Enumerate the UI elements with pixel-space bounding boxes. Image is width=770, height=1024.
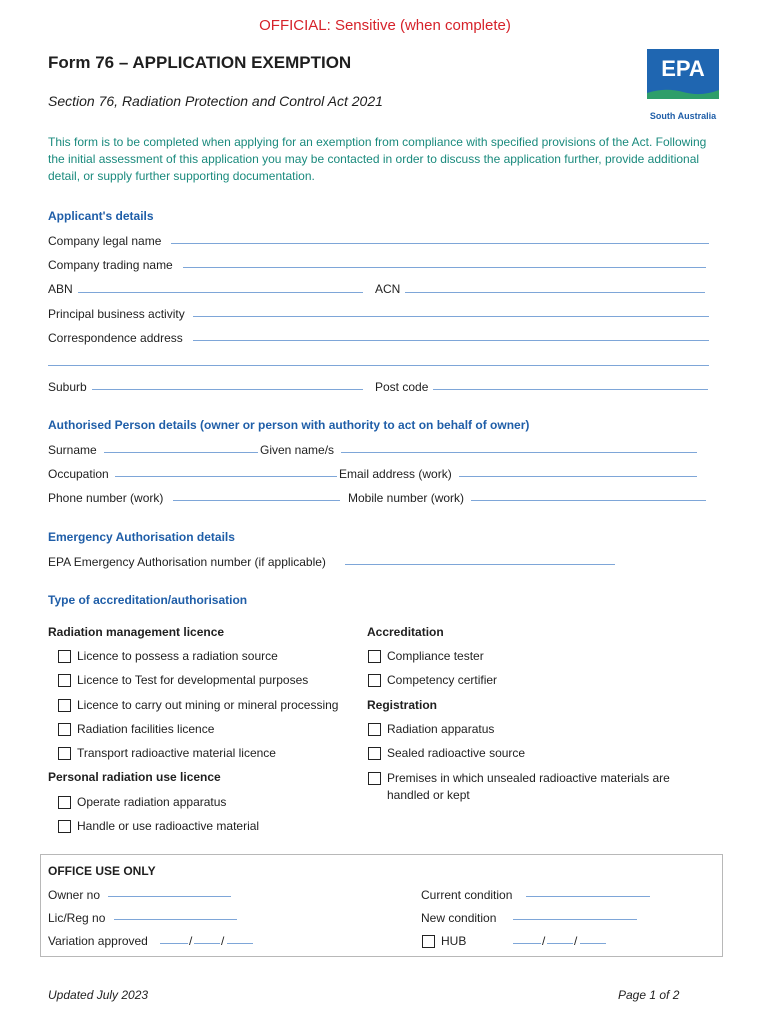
authorised-heading: Authorised Person details (owner or person with authority to act on behalf of owner) [48,418,530,432]
emergency-number-field[interactable] [345,564,615,565]
abn-label: ABN [48,282,73,296]
checkbox-competency-certifier[interactable] [368,673,497,687]
logo-subtext: South Australia [649,111,717,121]
checkbox-box[interactable] [58,747,71,760]
checkbox-box[interactable] [58,796,71,809]
occupation-label: Occupation [48,467,109,481]
checkbox-label: Licence to possess a radiation source [77,649,278,663]
principal-activity-field[interactable] [193,316,709,317]
surname-field[interactable] [104,452,258,453]
hub-month-field[interactable] [547,943,573,944]
checkbox-box[interactable] [58,650,71,663]
company-trading-name-label: Company trading name [48,258,173,272]
surname-label: Surname [48,443,97,457]
correspondence-address-label: Correspondence address [48,331,183,345]
checkbox-unsealed-premises[interactable] [368,770,698,804]
checkbox-label: Licence to carry out mining or mineral processing [77,698,339,712]
checkbox-box[interactable] [368,723,381,736]
correspondence-address-field-2[interactable] [48,365,709,366]
acn-field[interactable] [405,292,705,293]
checkbox-mining-processing[interactable] [58,698,338,712]
date-separator: / [221,934,225,948]
checkbox-label: Radiation apparatus [387,722,495,736]
correspondence-address-field[interactable] [193,340,709,341]
checkbox-label: Handle or use radioactive material [77,819,260,833]
owner-no-label: Owner no [48,888,101,902]
intro-paragraph: This form is to be completed when applying for an exemption from compliance with specified provisions of the Act. Following the initial assessment of this application you may be contacted in order to discuss the application further, provide additional detail, or supply further supporting documentation. [48,135,707,183]
checkbox-box[interactable] [58,820,71,833]
prl-heading: Personal radiation use licence [48,770,221,784]
logo-text: EPA [661,56,705,81]
suburb-label: Suburb [48,380,87,394]
phone-label: Phone number (work) [48,491,164,505]
variation-approved-label: Variation approved [48,934,148,948]
email-field[interactable] [459,476,697,477]
checkbox-label: Licence to Test for developmental purposes [77,673,309,687]
checkbox-label: Competency certifier [387,673,498,687]
suburb-field[interactable] [92,389,363,390]
company-legal-name-label: Company legal name [48,234,162,248]
current-condition-label: Current condition [421,888,513,902]
registration-subheading: Registration [367,698,438,712]
new-condition-label: New condition [421,911,497,925]
form-title: Form 76 – APPLICATION EXEMPTION [48,53,352,72]
variation-day-field[interactable] [160,943,188,944]
checkbox-label: Compliance tester [387,649,484,663]
hub-day-field[interactable] [513,943,541,944]
phone-field[interactable] [173,500,340,501]
post-code-label: Post code [375,380,429,394]
company-trading-name-field[interactable] [183,267,706,268]
checkbox-box[interactable] [368,674,381,687]
date-separator: / [189,934,193,948]
checkbox-box[interactable] [58,699,71,712]
checkbox-label: Operate radiation apparatus [77,795,227,809]
checkbox-sealed-source[interactable] [368,746,525,760]
given-names-field[interactable] [341,452,697,453]
accreditation-subheading: Accreditation [367,625,444,639]
form-subtitle: Section 76, Radiation Protection and Control Act 2021 [48,93,383,109]
checkbox-test-developmental[interactable] [58,673,308,687]
checkbox-label: Radiation facilities licence [77,722,215,736]
company-legal-name-field[interactable] [171,243,709,244]
checkbox-transport-radioactive[interactable] [58,746,276,760]
checkbox-possess-radiation-source[interactable] [58,649,278,663]
checkbox-box[interactable] [368,747,381,760]
checkbox-box[interactable] [368,772,381,785]
applicant-heading: Applicant's details [48,209,154,223]
date-separator: / [542,934,546,948]
lic-reg-no-label: Lic/Reg no [48,911,106,925]
official-banner: OFFICIAL: Sensitive (when complete) [259,17,511,34]
checkbox-box[interactable] [58,674,71,687]
checkbox-label: Sealed radioactive source [387,746,526,760]
rml-heading: Radiation management licence [48,625,225,639]
lic-reg-no-field[interactable] [114,919,237,920]
mobile-label: Mobile number (work) [348,491,465,505]
checkbox-label: HUB [441,934,467,948]
checkbox-label: Transport radioactive material licence [77,746,276,760]
mobile-field[interactable] [471,500,706,501]
acn-label: ACN [375,282,401,296]
checkbox-box[interactable] [368,650,381,663]
checkbox-box[interactable] [422,935,435,948]
owner-no-field[interactable] [108,896,231,897]
checkbox-box[interactable] [58,723,71,736]
variation-year-field[interactable] [227,943,253,944]
emergency-heading: Emergency Authorisation details [48,530,235,544]
current-condition-field[interactable] [526,896,650,897]
accreditation-type-heading: Type of accreditation/authorisation [48,593,248,607]
email-label: Email address (work) [339,467,452,481]
principal-activity-label: Principal business activity [48,307,185,321]
intro-text [48,134,718,185]
checkbox-handle-radioactive[interactable] [58,819,259,833]
checkbox-radiation-facilities[interactable] [58,722,214,736]
office-use-heading: OFFICE USE ONLY [48,864,156,878]
checkbox-label: Premises in which unsealed radioactive materials are handled or kept [387,771,670,802]
checkbox-operate-apparatus[interactable] [58,795,226,809]
checkbox-radiation-apparatus[interactable] [368,722,494,736]
checkbox-compliance-tester[interactable] [368,649,484,663]
occupation-field[interactable] [115,476,337,477]
given-names-label: Given name/s [260,443,335,457]
emergency-number-label: EPA Emergency Authorisation number (if applicable) [48,555,326,569]
new-condition-field[interactable] [513,919,637,920]
footer-page-number: Page 1 of 2 [618,988,680,1002]
footer-updated: Updated July 2023 [48,988,149,1002]
hub-year-field[interactable] [580,943,606,944]
post-code-field[interactable] [433,389,708,390]
abn-field[interactable] [78,292,363,293]
checkbox-hub[interactable] [422,934,466,948]
date-separator: / [574,934,578,948]
epa-logo [647,49,719,123]
variation-month-field[interactable] [194,943,220,944]
